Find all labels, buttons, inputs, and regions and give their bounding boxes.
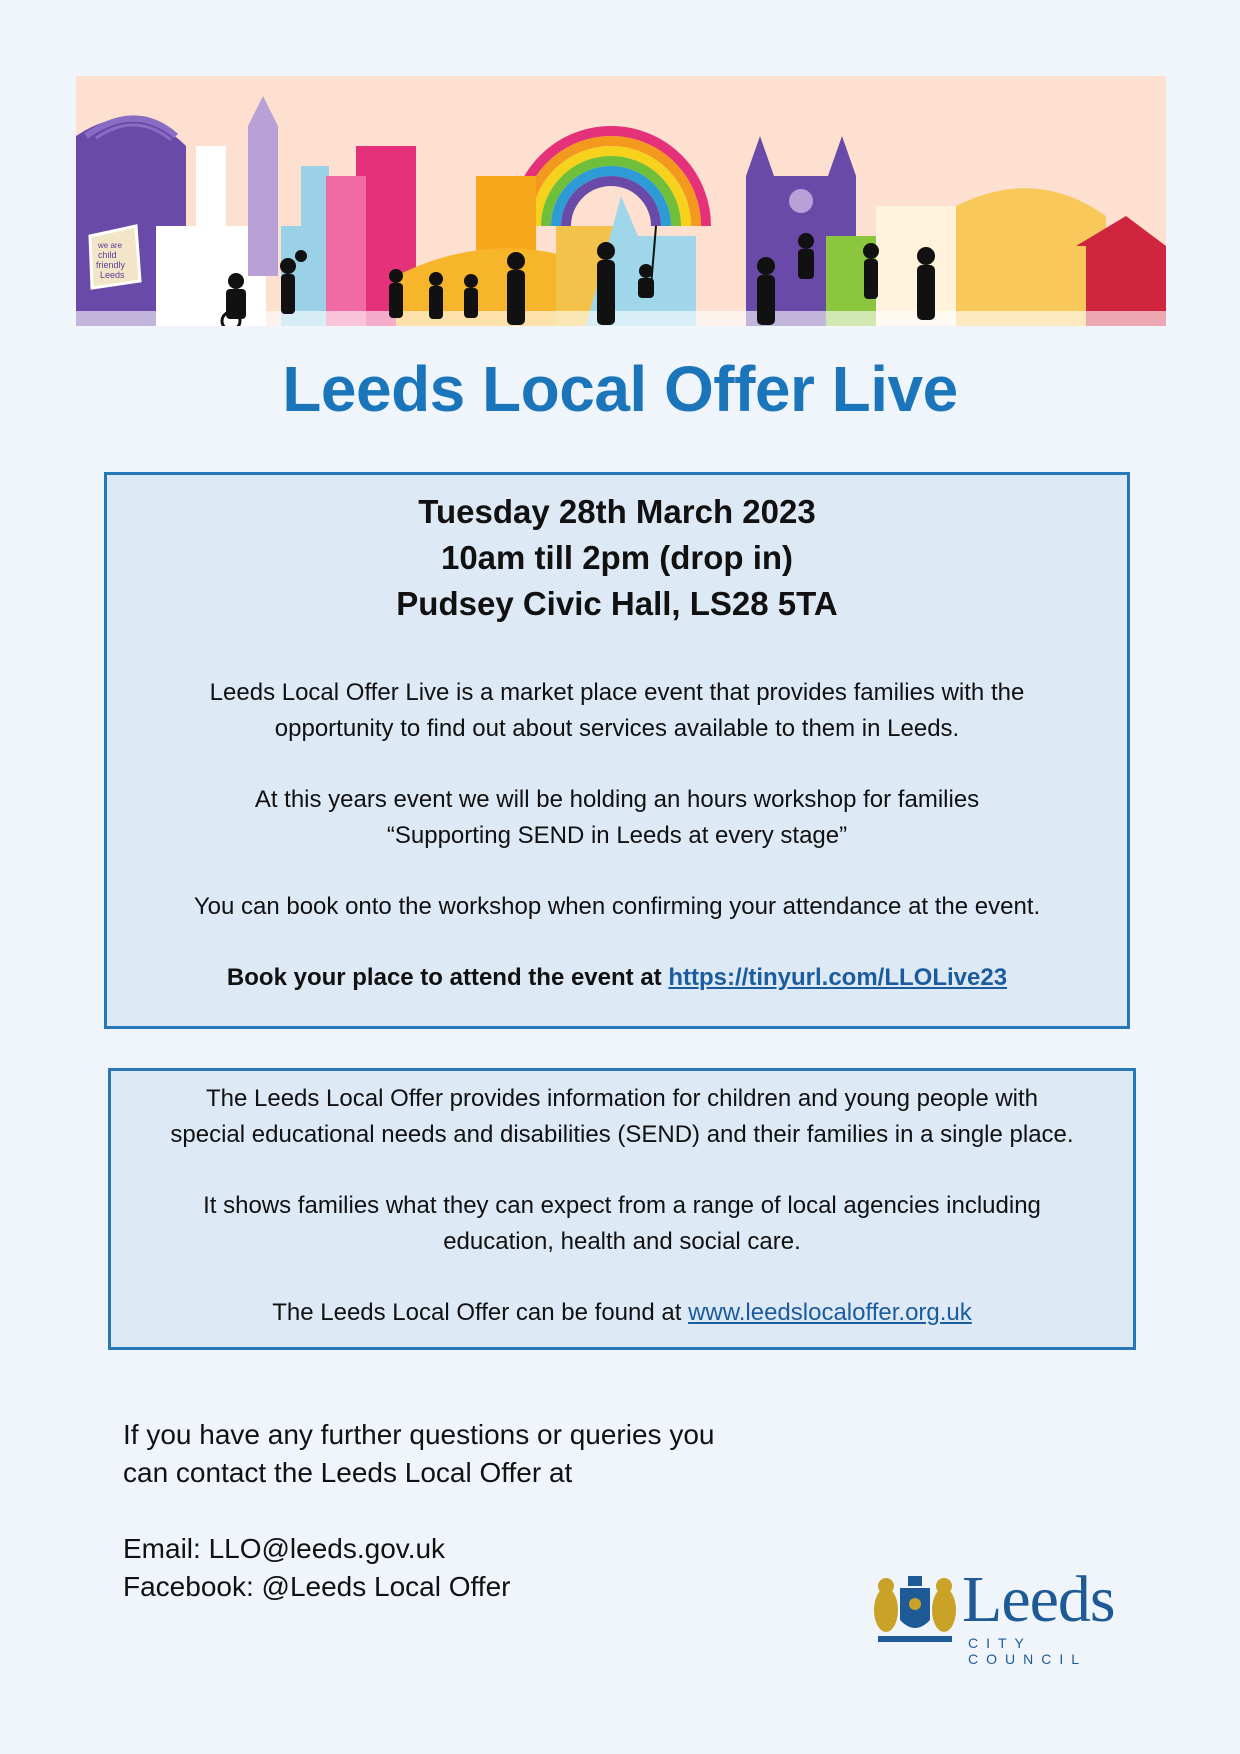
booking-note: You can book onto the workshop when confirming your attendance at the event. [193,893,1041,920]
about-line-2: special educational needs and disabilities (SEND) and their families in a single place. [170,1121,1074,1148]
logo-subtitle: CITY COUNCIL [968,1635,1088,1667]
found-label: The Leeds Local Offer can be found at [272,1299,689,1326]
booking-call-to-action [107,960,1127,996]
event-details-box [104,472,1130,1029]
workshop-info [107,782,1127,854]
contact-line-1: If you have any further questions or queries you [123,1419,715,1450]
leeds-city-council-logo [870,1563,1150,1667]
contact-facebook: Facebook: @Leeds Local Offer [123,1571,511,1602]
about-line-3: It shows families what they can expect from a range of local agencies including [203,1192,1041,1219]
badge-text-3: friendly [96,260,126,270]
workshop-line-1: At this years event we will be holding an hours workshop for families [254,786,980,813]
event-time: 10am till 2pm (drop in) [440,539,794,576]
about-line-4: education, health and social care. [443,1228,801,1255]
badge-text-4: Leeds [100,270,125,280]
skyline-illustration [76,76,1166,326]
skyline-banner [76,76,1166,326]
coat-of-arms-icon [870,1570,960,1650]
contact-line-2: can contact the Leeds Local Offer at [123,1457,573,1488]
badge-text-1: we are [98,241,123,250]
contact-section [123,1416,714,1606]
about-paragraph-2 [111,1188,1133,1260]
logo-wordmark: Leeds [962,1563,1115,1636]
badge-text-2: child [98,250,117,260]
event-heading [107,489,1127,627]
booking-link[interactable]: https://tinyurl.com/LLOLive23 [668,964,1008,991]
contact-email: Email: LLO@leeds.gov.uk [123,1533,446,1564]
page-title: Leeds Local Offer Live [282,353,958,425]
workshop-line-2: “Supporting SEND in Leeds at every stage” [386,822,848,849]
event-venue: Pudsey Civic Hall, LS28 5TA [396,585,838,622]
about-line-1: The Leeds Local Offer provides information for children and young people with [205,1085,1039,1112]
website-link[interactable]: www.leedslocaloffer.org.uk [688,1299,972,1326]
event-intro-line-1: Leeds Local Offer Live is a market place event that provides families with the [209,679,1025,706]
about-paragraph-1 [111,1081,1133,1153]
about-paragraph-3 [111,1295,1133,1331]
about-local-offer-box [108,1068,1136,1350]
event-date: Tuesday 28th March 2023 [418,493,816,530]
booking-label: Book your place to attend the event at [226,964,669,991]
event-intro [107,675,1127,747]
event-intro-line-2: opportunity to find out about services available to them in Leeds. [274,715,960,742]
